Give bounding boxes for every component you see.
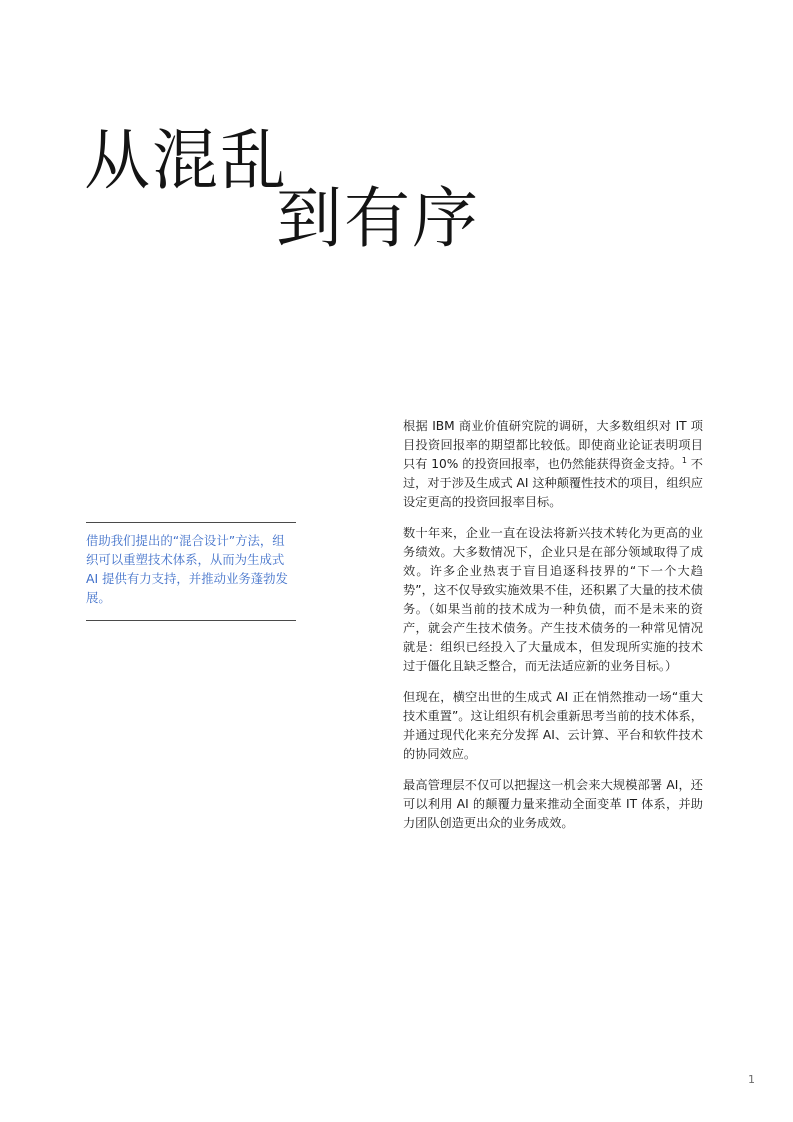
pull-quote: 借助我们提出的“混合设计”方法，组织可以重塑技术体系，从而为生成式 AI 提供有力支持，并推动业务蓬勃发展。 — [86, 522, 296, 621]
paragraph-2: 数十年来，企业一直在设法将新兴技术转化为更高的业务绩效。大多数情况下，企业只是在部分领域取得了成效。许多企业热衷于盲目追逐科技界的“下一个大趋势”，这不仅导致实施效果不佳，还积累了大量的技术债务。（如果当前的技术成为一种负债，而不是未来的资产，就会产生技术债务。产生技术债务的一种常见情况就是：组织已经投入了大量成本，但发现所实施的技术过于僵化且缺乏整合，而无法适应新的业务目标。） — [403, 526, 703, 673]
paragraph-1-text-a: 根据 IBM 商业价值研究院的调研，大多数组织对 IT 项目投资回报率的期望都比较低。即使商业论证表明项目只有 10% 的投资回报率，也仍然能获得资金支持。 — [403, 419, 703, 471]
page-number: 1 — [748, 1073, 755, 1086]
page-title-line-2: 到有序 — [276, 180, 480, 257]
footnote-reference[interactable]: 1 — [681, 455, 687, 465]
paragraph-3: 但现在，横空出世的生成式 AI 正在悄然推动一场“重大技术重置”。这让组织有机会重新思考当前的技术体系，并通过现代化来充分发挥 AI、云计算、平台和软件技术的协同效应。 — [403, 690, 703, 761]
paragraph-1-text-b: 不过，对于涉及生成式 AI 这种颠覆性技术的项目，组织应设定更高的投资回报率目标。 — [403, 457, 703, 509]
paragraph-1 — [403, 417, 703, 512]
body-text-column — [403, 417, 703, 845]
paragraph-4: 最高管理层不仅可以把握这一机会来大规模部署 AI，还可以利用 AI 的颠覆力量来推动全面变革 IT 体系，并助力团队创造更出众的业务成效。 — [403, 778, 703, 830]
page-title-line-1: 从混乱 — [84, 122, 288, 199]
